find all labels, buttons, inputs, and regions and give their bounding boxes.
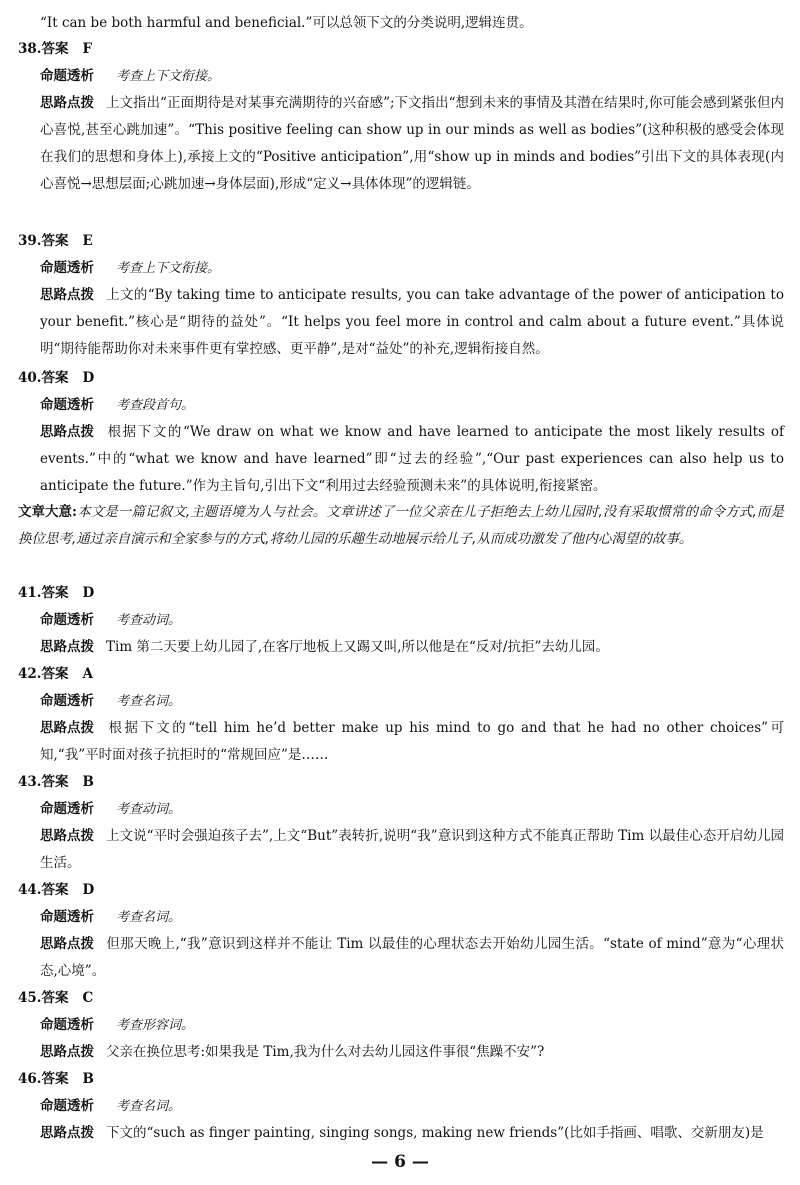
answer-45: 45.答案 C	[18, 990, 94, 1006]
test-point-46: 命题透析 考查名词。	[40, 1098, 182, 1114]
answer-46: 46.答案 B	[18, 1071, 94, 1087]
explanation-44: 思路点拨 但那天晚上,“我”意识到这样并不能让 Tim 以最佳的心理状态去开始幼儿园生活。“state of mind”意为“心理状态,心境”。	[40, 936, 784, 979]
answer-40: 40.答案 D	[18, 370, 95, 386]
explanation-45: 思路点拨 父亲在换位思考:如果我是 Tim,我为什么对去幼儿园这件事很“焦躁不安”?	[40, 1044, 545, 1060]
explanation-41: 思路点拨 Tim 第二天要上幼儿园了,在客厅地板上又踢又叫,所以他是在“反对/抗拒”去幼儿园。	[40, 639, 609, 655]
page-number: — 6 —	[371, 1152, 429, 1172]
test-point-43: 命题透析 考查动词。	[40, 801, 182, 817]
answer-42: 42.答案 A	[18, 666, 93, 682]
answer-41: 41.答案 D	[18, 585, 95, 601]
test-point-42: 命题透析 考查名词。	[40, 693, 182, 709]
answer-44: 44.答案 D	[18, 882, 95, 898]
test-point-39: 命题透析 考查上下文衔接。	[40, 260, 221, 276]
explanation-46: 思路点拨 下文的“such as finger painting, singing songs, making new friends”(比如手指画、唱歌、交新朋友)是	[40, 1125, 764, 1141]
answer-39: 39.答案 E	[18, 233, 93, 249]
explanation-43: 思路点拨 上文说“平时会强迫孩子去”,上文“But”表转折,说明“我”意识到这种方式不能真正帮助 Tim 以最佳心态开启幼儿园生活。	[40, 828, 784, 871]
answer-43: 43.答案 B	[18, 774, 94, 790]
explanation-40: 思路点拨 根据下文的“We draw on what we know and have learned to anticipate the most likely results of events.”中的“what we know and have learned”即“过去的经验”,“Our past experiences can also help us to anticipate the future.”作为主旨句,引出下文“利用过去经验预测未来”的具体说明,衔接紧密。	[40, 424, 784, 494]
test-point-41: 命题透析 考查动词。	[40, 612, 182, 628]
test-point-45: 命题透析 考查形容词。	[40, 1017, 195, 1033]
test-point-44: 命题透析 考查名词。	[40, 909, 182, 925]
explanation-42: 思路点拨 根据下文的“tell him he’d better make up his mind to go and that he had no other choices”可知,“我”平时面对孩子抗拒时的“常规回应”是……	[40, 720, 784, 763]
carryover-line: “It can be both harmful and beneficial.”可以总领下文的分类说明,逻辑连贯。	[40, 15, 533, 31]
explanation-39: 思路点拨 上文的“By taking time to anticipate results, you can take advantage of the power of anticipation to your benefit.”核心是“期待的益处”。“It helps you feel more in control and calm about a future event.”具体说明“期待能帮助你对未来事件更有掌控感、更平静”,是对“益处”的补充,逻辑衔接自然。	[40, 287, 784, 357]
article-summary: 文章大意:本文是一篇记叙文,主题语境为人与社会。文章讲述了一位父亲在儿子拒绝去上幼儿园时,没有采取惯常的命令方式,而是换位思考,通过亲自演示和全家参与的方式,将幼儿园的乐趣生动地展示给儿子,从而成功激发了他内心渴望的故事。	[18, 504, 784, 547]
test-point-38: 命题透析 考查上下文衔接。	[40, 68, 221, 84]
explanation-38: 思路点拨 上文指出“正面期待是对某事充满期待的兴奋感”;下文指出“想到未来的事情及其潜在结果时,你可能会感到紧张但内心喜悦,甚至心跳加速”。“This positive feeling can show up in our minds as well as bodies”(这种积极的感受会体现在我们的思想和身体上),承接上文的“Positive anticipation”,用“show up in minds and bodies”引出下文的具体表现(内心喜悦→思想层面;心跳加速→身体层面),形成“定义→具体体现”的逻辑链。	[40, 95, 784, 192]
answer-letter: F	[82, 41, 93, 57]
answer-38: 38.答案 F	[18, 41, 93, 57]
test-point-40: 命题透析 考查段首句。	[40, 397, 195, 413]
